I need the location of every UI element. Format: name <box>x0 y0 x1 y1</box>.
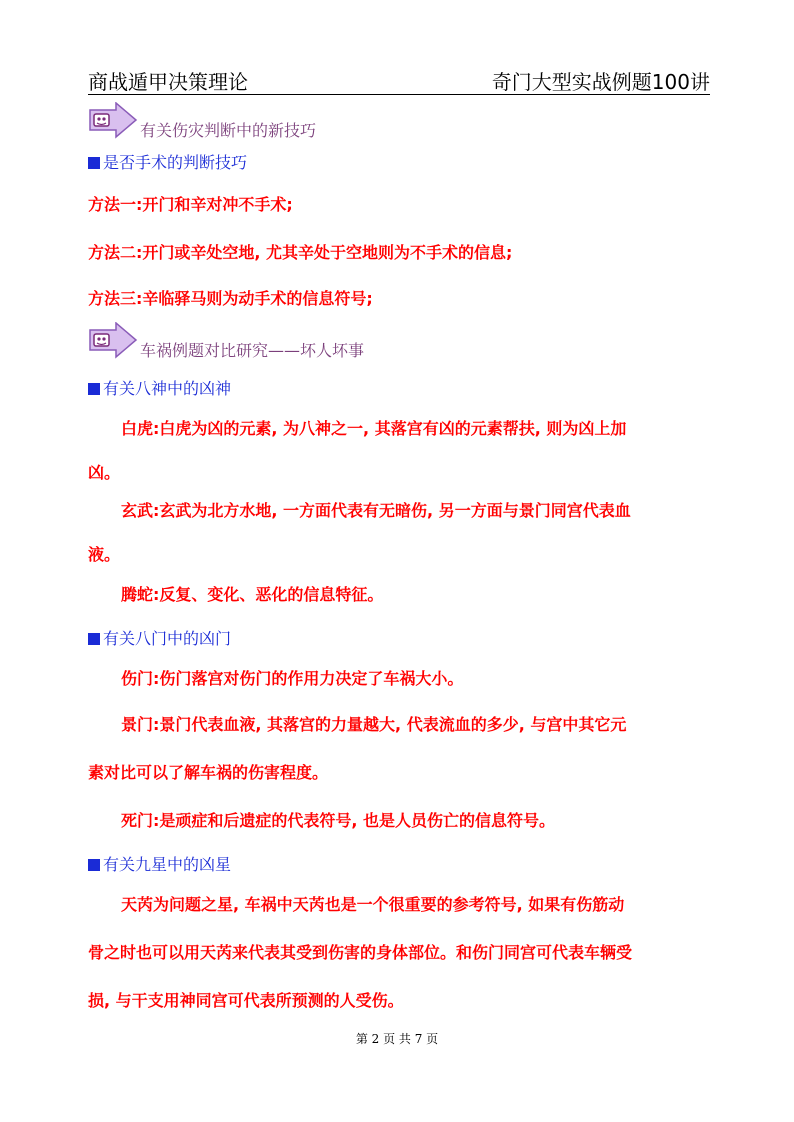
arrow-face-icon <box>88 322 138 362</box>
square-bullet-icon <box>88 383 100 395</box>
body-line: 死门:是顽症和后遗症的代表符号, 也是人员伤亡的信息符号。 <box>121 811 556 830</box>
body-line: 方法二:开门或辛处空地, 尤其辛处于空地则为不手术的信息; <box>88 243 513 262</box>
square-bullet-icon <box>88 859 100 871</box>
subheading <box>88 376 231 399</box>
body-line: 玄武:玄武为北方水地, 一方面代表有无暗伤, 另一方面与景门同宫代表血 <box>121 501 631 520</box>
body-line: 白虎:白虎为凶的元素, 为八神之一, 其落宫有凶的元素帮扶, 则为凶上加 <box>121 419 627 438</box>
body-line: 素对比可以了解车祸的伤害程度。 <box>88 763 329 782</box>
body-line: 景门:景门代表血液, 其落宫的力量越大, 代表流血的多少, 与宫中其它元 <box>121 715 627 734</box>
subheading-text: 有关九星中的凶星 <box>103 855 232 874</box>
subheading <box>88 626 231 649</box>
header-right-title: 奇门大型实战例题100讲 <box>491 70 710 94</box>
subheading <box>88 150 247 173</box>
body-line: 伤门:伤门落宫对伤门的作用力决定了车祸大小。 <box>121 669 464 688</box>
square-bullet-icon <box>88 633 100 645</box>
body-line: 方法三:辛临驿马则为动手术的信息符号; <box>88 289 373 308</box>
subheading-text: 有关八门中的凶门 <box>103 629 232 648</box>
body-line: 腾蛇:反复、变化、恶化的信息特征。 <box>121 585 384 604</box>
body-line: 损, 与干支用神同宫可代表所预测的人受伤。 <box>88 991 404 1010</box>
body-line: 方法一:开门和辛对冲不手术; <box>88 195 293 214</box>
subheading-text: 有关八神中的凶神 <box>103 379 232 398</box>
body-line: 天芮为问题之星, 车祸中天芮也是一个很重要的参考符号, 如果有伤筋动 <box>121 895 625 914</box>
header-left-title: 商战遁甲决策理论 <box>88 70 248 94</box>
section-title: 有关伤灾判断中的新技巧 <box>140 121 317 140</box>
section-title: 车祸例题对比研究——坏人坏事 <box>140 341 365 360</box>
subheading <box>88 852 231 875</box>
body-line: 骨之时也可以用天芮来代表其受到伤害的身体部位。和伤门同宫可代表车辆受 <box>88 943 633 962</box>
subheading-text: 是否手术的判断技巧 <box>103 153 248 172</box>
page-footer: 第 2 页 共 7 页 <box>355 1032 439 1046</box>
page-header <box>88 62 710 95</box>
body-line: 液。 <box>88 545 121 564</box>
body-line: 凶。 <box>88 463 121 482</box>
arrow-face-icon <box>88 102 138 142</box>
square-bullet-icon <box>88 157 100 169</box>
